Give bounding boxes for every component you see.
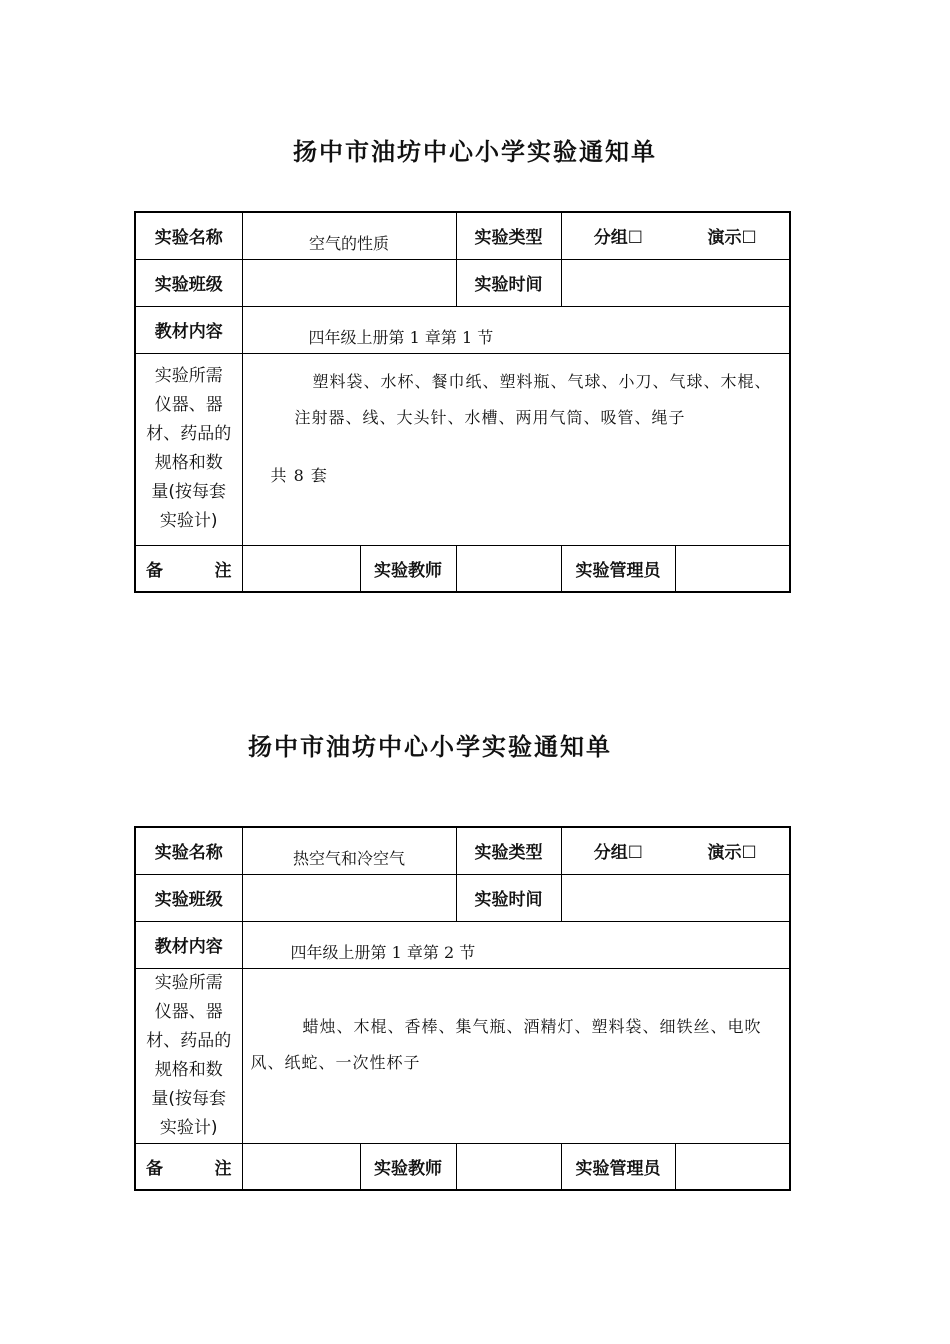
form-title: 扬中市油坊中心小学实验通知单 xyxy=(248,733,612,761)
experiment-name-value: 热空气和冷空气 xyxy=(242,827,456,874)
experiment-time-value[interactable] xyxy=(561,874,790,921)
materials-value: 塑料袋、水杯、餐巾纸、塑料瓶、气球、小刀、气球、木棍、 注射器、线、大头针、水槽、两用气筒、吸管、绳子 共 8 套 xyxy=(242,353,790,545)
textbook-content-value: 四年级上册第 1 章第 2 节 xyxy=(242,921,790,968)
form-title: 扬中市油坊中心小学实验通知单 xyxy=(293,138,657,166)
label-remark: 备 注 xyxy=(135,1143,242,1190)
label-materials: 实验所需 仪器、器 材、药品的 规格和数 量(按每套 实验计) xyxy=(135,968,242,1143)
label-textbook-content: 教材内容 xyxy=(135,921,242,968)
materials-value: 蜡烛、木棍、香棒、集气瓶、酒精灯、塑料袋、细铁丝、电吹 风、纸蛇、一次性杯子 xyxy=(242,968,790,1143)
label-admin: 实验管理员 xyxy=(561,545,675,592)
experiment-type-options xyxy=(561,212,790,259)
label-experiment-name: 实验名称 xyxy=(135,827,242,874)
experiment-class-value[interactable] xyxy=(242,874,456,921)
teacher-value[interactable] xyxy=(456,545,561,592)
label-experiment-time: 实验时间 xyxy=(456,874,561,921)
notice-table xyxy=(134,826,791,1191)
label-experiment-class: 实验班级 xyxy=(135,874,242,921)
label-textbook-content: 教材内容 xyxy=(135,306,242,353)
group-checkbox[interactable]: 分组☐ xyxy=(593,843,644,864)
label-teacher: 实验教师 xyxy=(360,1143,456,1190)
label-experiment-class: 实验班级 xyxy=(135,259,242,306)
label-remark: 备 注 xyxy=(135,545,242,592)
label-experiment-type: 实验类型 xyxy=(456,827,561,874)
label-experiment-name: 实验名称 xyxy=(135,212,242,259)
label-materials: 实验所需 仪器、器 材、药品的 规格和数 量(按每套 实验计) xyxy=(135,353,242,545)
remark-value[interactable] xyxy=(242,1143,360,1190)
label-teacher: 实验教师 xyxy=(360,545,456,592)
label-admin: 实验管理员 xyxy=(561,1143,675,1190)
label-experiment-time: 实验时间 xyxy=(456,259,561,306)
notice-table xyxy=(134,211,791,593)
experiment-type-options xyxy=(561,827,790,874)
demo-checkbox[interactable]: 演示☐ xyxy=(707,843,757,864)
remark-value[interactable] xyxy=(242,545,360,592)
admin-value[interactable] xyxy=(675,545,790,592)
admin-value[interactable] xyxy=(675,1143,790,1190)
textbook-content-value: 四年级上册第 1 章第 1 节 xyxy=(242,306,790,353)
group-checkbox[interactable]: 分组☐ xyxy=(593,228,644,249)
label-experiment-type: 实验类型 xyxy=(456,212,561,259)
experiment-name-value: 空气的性质 xyxy=(242,212,456,259)
teacher-value[interactable] xyxy=(456,1143,561,1190)
experiment-time-value[interactable] xyxy=(561,259,790,306)
experiment-class-value[interactable] xyxy=(242,259,456,306)
demo-checkbox[interactable]: 演示☐ xyxy=(707,228,757,249)
